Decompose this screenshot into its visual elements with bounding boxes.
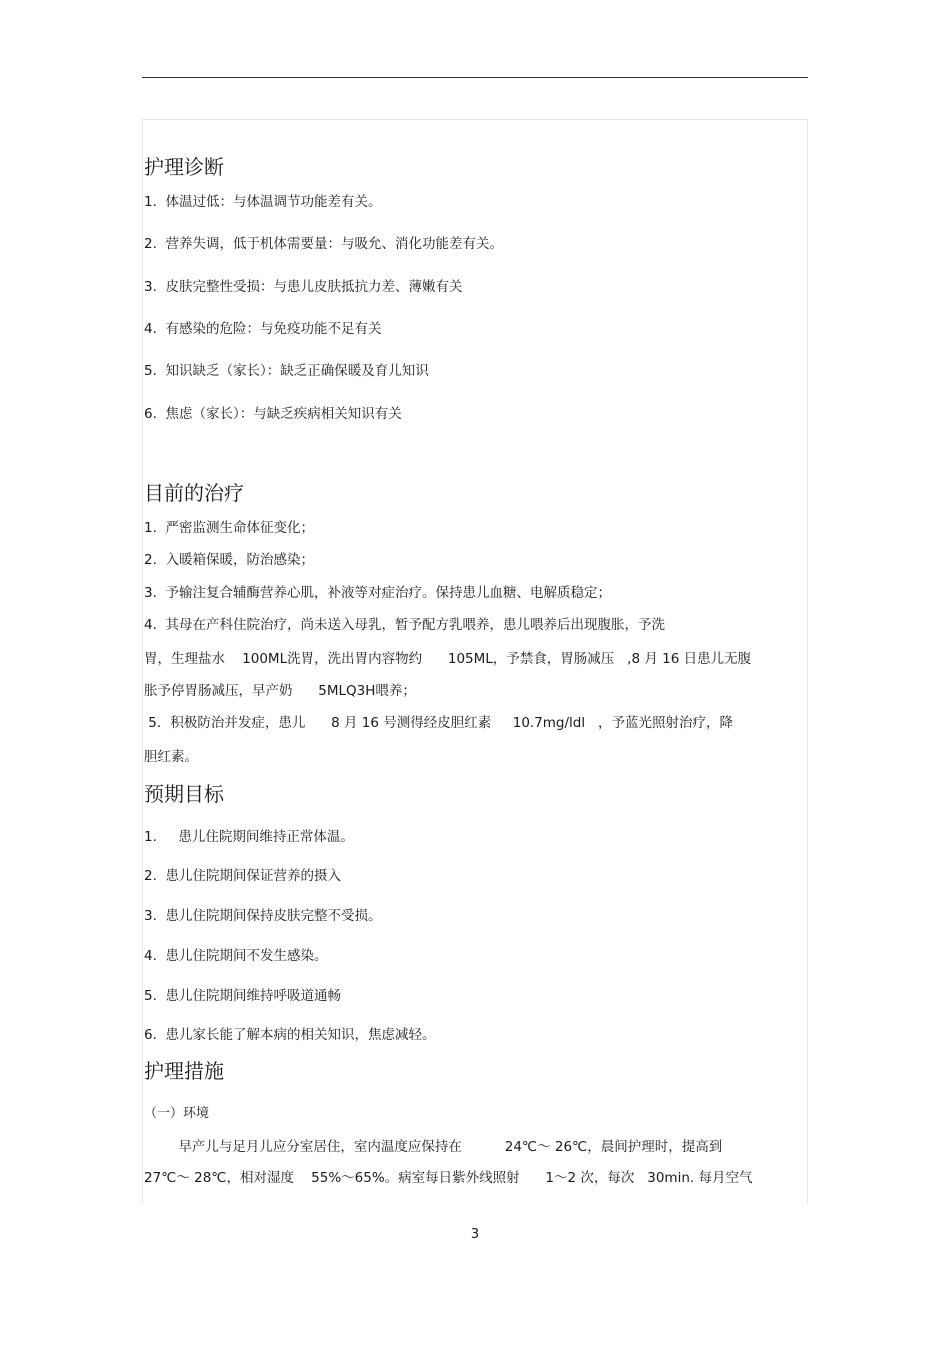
heading-treatment: 目前的治疗	[144, 481, 244, 505]
heading-diagnosis: 护理诊断	[144, 155, 224, 179]
measures-line-1: 早产儿与足月儿应分室居住，室内温度应保持在 24℃～ 26℃，晨间护理时，提高到	[144, 1139, 723, 1155]
goal-item-2: 2. 患儿住院期间保证营养的摄入	[144, 868, 341, 884]
page-number: 3	[470, 1227, 480, 1242]
treatment-line-2: 2. 入暖箱保暖，防治感染；	[144, 552, 314, 568]
treatment-line-8: 胆红素。	[144, 749, 198, 765]
measures-line-2: 27℃～ 28℃，相对湿度 55%～65%。病室每日紫外线照射 1～2 次，每次 30min. 每月空气	[144, 1170, 753, 1186]
treatment-line-4: 4. 其母在产科住院治疗，尚未送入母乳，暂予配方乳喂养，患儿喂养后出现腹胀，予洗	[144, 617, 665, 633]
header-rule	[142, 77, 808, 78]
diagnosis-item-2: 2. 营养失调，低于机体需要量：与吸允、消化功能差有关。	[144, 236, 503, 252]
goal-item-1: 1. 患儿住院期间维持正常体温。	[144, 829, 354, 845]
goal-item-6: 6. 患儿家长能了解本病的相关知识，焦虑减轻。	[144, 1027, 436, 1043]
diagnosis-item-5: 5. 知识缺乏（家长）：缺乏正确保暖及育儿知识	[144, 363, 429, 379]
treatment-line-3: 3. 予输注复合辅酶营养心肌，补液等对症治疗。保持患儿血糖、电解质稳定；	[144, 585, 611, 601]
heading-goals: 预期目标	[144, 782, 224, 806]
diagnosis-item-3: 3. 皮肤完整性受损：与患儿皮肤抵抗力差、薄嫩有关	[144, 279, 463, 295]
treatment-line-6: 胀予停胃肠减压，早产奶 5MLQ3H喂养；	[144, 683, 416, 699]
treatment-line-5: 胃，生理盐水 100ML洗胃，洗出胃内容物约 105ML，予禁食，胃肠减压 ,8 月 16 日患儿无腹	[144, 651, 752, 667]
diagnosis-item-1: 1. 体温过低：与体温调节功能差有关。	[144, 194, 382, 210]
treatment-line-1: 1. 严密监测生命体征变化；	[144, 520, 314, 536]
goal-item-4: 4. 患儿住院期间不发生感染。	[144, 948, 328, 964]
treatment-line-7: 5．积极防治并发症，患儿 8 月 16 号测得经皮胆红素 10.7mg/ldl ，予蓝光照射治疗，降	[144, 715, 733, 731]
diagnosis-item-6: 6. 焦虑（家长）：与缺乏疾病相关知识有关	[144, 406, 402, 422]
measures-subheading: （一）环境	[144, 1106, 210, 1121]
diagnosis-item-4: 4. 有感染的危险：与免疫功能不足有关	[144, 321, 382, 337]
heading-measures: 护理措施	[144, 1059, 224, 1083]
goal-item-5: 5. 患儿住院期间维持呼吸道通畅	[144, 988, 341, 1004]
goal-item-3: 3. 患儿住院期间保持皮肤完整不受损。	[144, 908, 382, 924]
